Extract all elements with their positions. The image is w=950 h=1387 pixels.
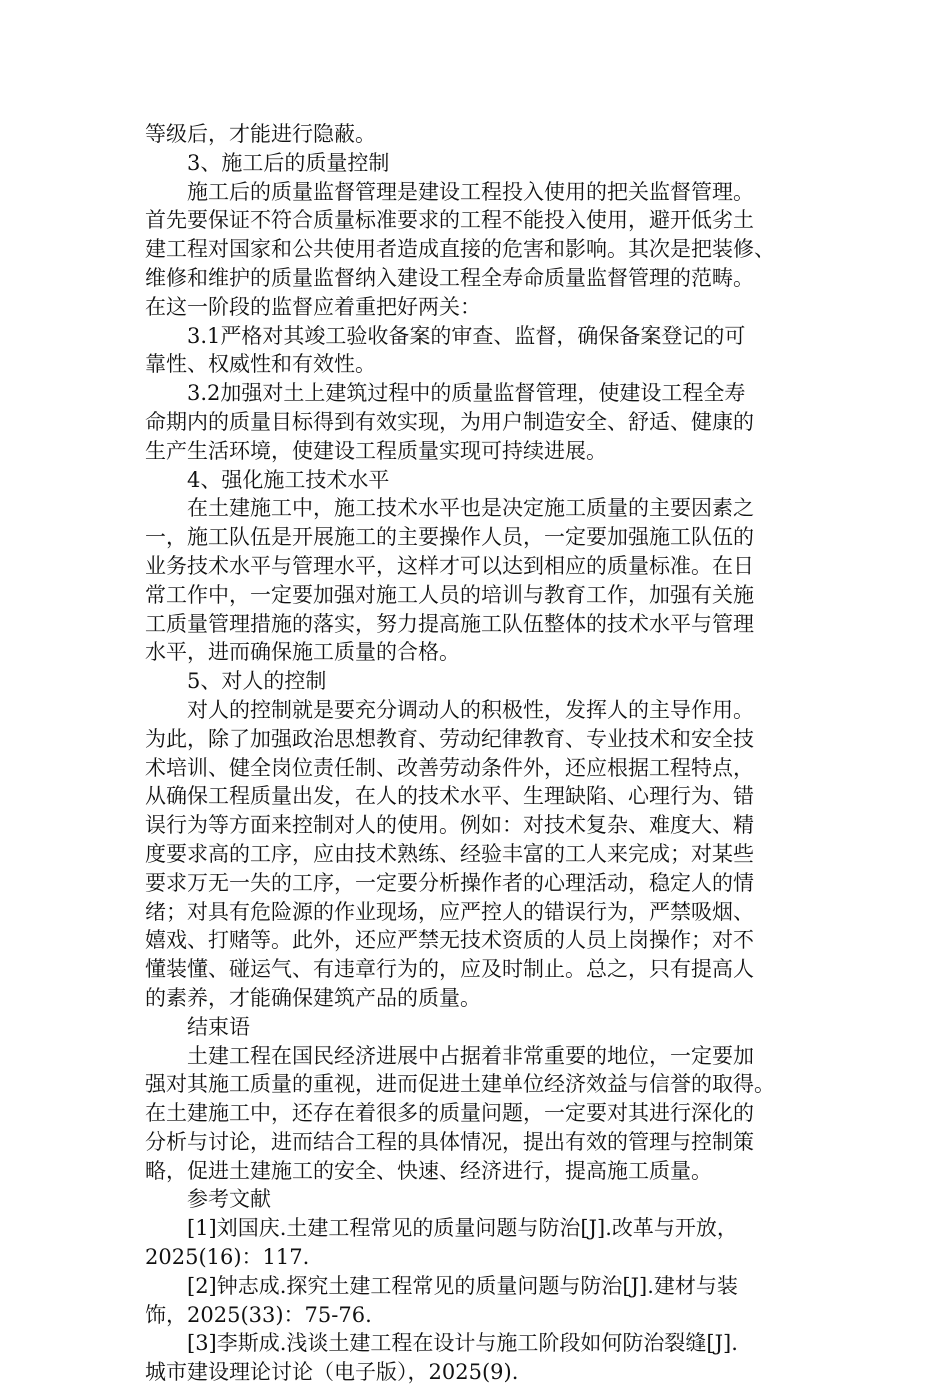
text-line: 强对其施工质量的重视，进而促进土建单位经济效益与信誉的取得。 xyxy=(145,1072,775,1097)
text-line: 生产生活环境，使建设工程质量实现可持续进展。 xyxy=(145,438,607,463)
text-line: 度要求高的工序，应由技术熟练、经验丰富的工人来完成；对某些 xyxy=(145,841,754,866)
reference-line: 城市建设理论讨论（电子版），2025(9). xyxy=(145,1360,519,1385)
section-heading: 结束语 xyxy=(187,1014,250,1039)
text-line: 首先要保证不符合质量标准要求的工程不能投入使用，避开低劣土 xyxy=(145,208,754,233)
section-heading: 4、强化施工技术水平 xyxy=(187,467,390,492)
text-line: 嬉戏、打赌等。此外，还应严禁无技术资质的人员上岗操作；对不 xyxy=(145,928,754,953)
text-line: 的素养，才能确保建筑产品的质量。 xyxy=(145,985,481,1010)
section-heading: 3、施工后的质量控制 xyxy=(187,150,390,175)
text-line: 绪；对具有危险源的作业现场，应严控人的错误行为，严禁吸烟、 xyxy=(145,899,754,924)
text-line: 要求万无一失的工序，一定要分析操作者的心理活动，稳定人的情 xyxy=(145,870,754,895)
text-line: 术培训、健全岗位责任制、改善劳动条件外，还应根据工程特点， xyxy=(145,755,754,780)
text-line: 业务技术水平与管理水平，这样才可以达到相应的质量标准。在日 xyxy=(145,553,754,578)
text-line: 在土建施工中，还存在着很多的质量问题，一定要对其进行深化的 xyxy=(145,1101,754,1126)
text-line: 靠性、权威性和有效性。 xyxy=(145,352,376,377)
reference-line: [3]李斯成.浅谈土建工程在设计与施工阶段如何防治裂缝[J]. xyxy=(187,1331,738,1356)
text-line: 工质量管理措施的落实，努力提高施工队伍整体的技术水平与管理 xyxy=(145,611,754,636)
text-line: 土建工程在国民经济进展中占据着非常重要的地位，一定要加 xyxy=(187,1043,754,1068)
text-line: 一，施工队伍是开展施工的主要操作人员，一定要加强施工队伍的 xyxy=(145,525,754,550)
text-line: 常工作中，一定要加强对施工人员的培训与教育工作，加强有关施 xyxy=(145,582,754,607)
section-heading: 5、对人的控制 xyxy=(187,669,327,694)
reference-line: 2025(16)：117. xyxy=(145,1245,310,1270)
text-line: 为此，除了加强政治思想教育、劳动纪律教育、专业技术和安全技 xyxy=(145,726,754,751)
text-line: 命期内的质量目标得到有效实现，为用户制造安全、舒适、健康的 xyxy=(145,409,754,434)
text-line: 分析与讨论，进而结合工程的具体情况，提出有效的管理与控制策 xyxy=(145,1129,754,1154)
text-line: 维修和维护的质量监督纳入建设工程全寿命质量监督管理的范畴。 xyxy=(145,265,754,290)
reference-line: [1]刘国庆.土建工程常见的质量问题与防治[J].改革与开放， xyxy=(187,1216,738,1241)
text-line: 误行为等方面来控制对人的使用。例如：对技术复杂、难度大、精 xyxy=(145,813,754,838)
text-line: 在这一阶段的监督应着重把好两关： xyxy=(145,294,481,319)
text-line: 从确保工程质量出发，在人的技术水平、生理缺陷、心理行为、错 xyxy=(145,784,754,809)
text-line: 略，促进土建施工的安全、快速、经济进行，提高施工质量。 xyxy=(145,1158,712,1183)
text-line: 水平，进而确保施工质量的合格。 xyxy=(145,640,460,665)
text-line: 懂装懂、碰运气、有违章行为的，应及时制止。总之，只有提高人 xyxy=(145,957,754,982)
reference-line: 饰，2025(33)：75-76. xyxy=(145,1302,372,1327)
text-line: 3.2加强对土上建筑过程中的质量监督管理，使建设工程全寿 xyxy=(187,381,746,406)
section-heading: 参考文献 xyxy=(187,1187,271,1212)
document-page xyxy=(145,120,810,1387)
text-line: 建工程对国家和公共使用者造成直接的危害和影响。其次是把装修、 xyxy=(145,237,775,262)
text-line: 在土建施工中，施工技术水平也是决定施工质量的主要因素之 xyxy=(187,496,754,521)
text-line: 施工后的质量监督管理是建设工程投入使用的把关监督管理。 xyxy=(187,179,754,204)
reference-line: [2]钟志成.探究土建工程常见的质量问题与防治[J].建材与装 xyxy=(187,1273,738,1298)
text-line: 等级后，才能进行隐蔽。 xyxy=(145,122,376,146)
text-line: 3.1严格对其竣工验收备案的审查、监督，确保备案登记的可 xyxy=(187,323,746,348)
text-line: 对人的控制就是要充分调动人的积极性，发挥人的主导作用。 xyxy=(187,697,754,722)
